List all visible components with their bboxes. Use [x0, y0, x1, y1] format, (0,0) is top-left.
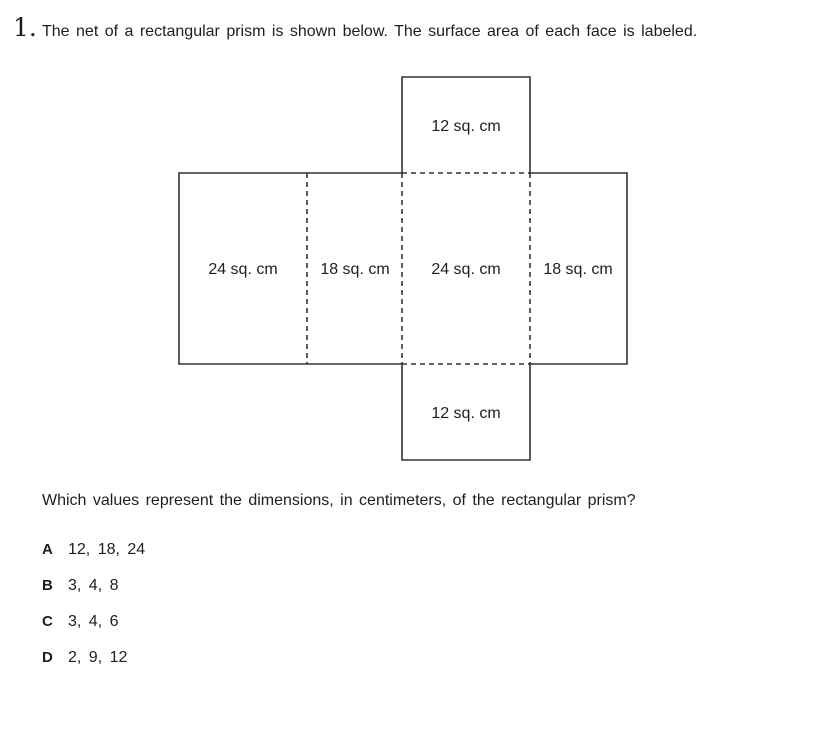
- choice-value: 3, 4, 8: [68, 577, 119, 594]
- choice-value: 12, 18, 24: [68, 541, 146, 558]
- question-text: The net of a rectangular prism is shown below. The surface area of each face is labeled.: [42, 23, 698, 40]
- choice-value: 2, 9, 12: [68, 649, 128, 666]
- face-label-center: 24 sq. cm: [431, 261, 501, 278]
- choice-letter: D: [42, 649, 53, 666]
- face-label-top: 12 sq. cm: [431, 118, 501, 135]
- face-label-left-middle: 18 sq. cm: [320, 261, 390, 278]
- choice-d[interactable]: [42, 648, 145, 684]
- choice-c[interactable]: [42, 612, 145, 648]
- face-label-left: 24 sq. cm: [208, 261, 278, 278]
- answer-choices: [42, 540, 145, 684]
- choice-letter: B: [42, 577, 53, 594]
- choice-letter: C: [42, 613, 53, 630]
- question-prompt: Which values represent the dimensions, in centimeters, of the rectangular prism?: [42, 492, 636, 509]
- face-label-bottom: 12 sq. cm: [431, 405, 501, 422]
- choice-letter: A: [42, 541, 53, 558]
- choice-b[interactable]: [42, 576, 145, 612]
- face-label-right: 18 sq. cm: [543, 261, 613, 278]
- choice-value: 3, 4, 6: [68, 613, 119, 630]
- choice-a[interactable]: [42, 540, 145, 576]
- question-number: 1.: [13, 13, 37, 42]
